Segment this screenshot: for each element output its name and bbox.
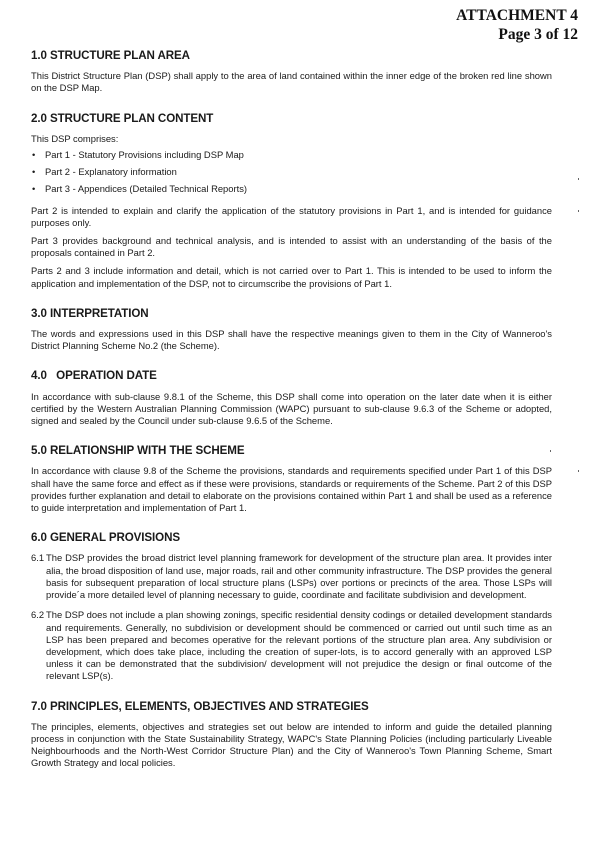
section-heading: 2.0 STRUCTURE PLAN CONTENT xyxy=(31,111,214,125)
list-item-text: Part 3 - Appendices (Detailed Technical Reports) xyxy=(45,183,248,195)
paragraph: Part 2 is intended to explain and clarify the application of the statutory provisions in Part 1, and is intended for guidance purposes only. xyxy=(31,204,552,228)
bullet-icon: • xyxy=(32,149,36,161)
section-interpretation xyxy=(31,308,552,353)
scan-speck xyxy=(578,470,579,472)
paragraph: In accordance with clause 9.8 of the Scheme the provisions, standards and requirements specified under Part 1 of this DSP shall have the same force and effect as if these were provisions, standards or requirements of the Scheme. Part 2 of this DSP provides further explanation and detail to elaborate on the provisions contained within Part 1 and shall be used as a reference to guide interpretation and implementation of Part 1. xyxy=(31,465,552,514)
clause-text: The DSP does not include a plan showing zonings, specific residential density codings or detailed development standards and requirements. Generally, no subdivision or development should be commenced or carried out until such time as an LSP has been prepared and becomes operative for the relevant portions of the structure plan area. Any subdivision or development, which does take place, including the creation of super-lots, is to accord generally with an approved LSP unless it can be demonstrated that the subdivision/ development will not prejudice the design or final outcome of the relevant LSP(s). xyxy=(46,609,552,682)
attachment-label: ATTACHMENT 4 xyxy=(456,7,578,24)
section-heading: 3.0 INTERPRETATION xyxy=(31,306,149,320)
list-item-text: Part 2 - Explanatory information xyxy=(45,166,177,178)
bullet-icon: • xyxy=(32,166,36,178)
section-structure-plan-area xyxy=(31,50,552,95)
bullet-icon: • xyxy=(32,183,36,195)
paragraph: The principles, elements, objectives and strategies set out below are intended to inform and guide the detailed planning process in conjunction with the State Sustainability Strategy, WAPC's State Planning Policies (including particularly Liveable Neighbourhoods and the North-West Corridor Structure Plan) and the City of Wanneroo's Town Planning Scheme, Smart Growth Strategy and local policies. xyxy=(31,720,552,769)
numbered-clause xyxy=(31,609,552,682)
list-item xyxy=(31,183,552,195)
section-relationship-with-scheme xyxy=(31,445,552,514)
paragraph: Part 3 provides background and technical analysis, and is intended to assist with an understanding of the basis of the proposals contained in Part 2. xyxy=(31,235,552,259)
page-number: Page 3 of 12 xyxy=(498,26,578,43)
clause-number: 6.2 xyxy=(31,609,45,621)
section-operation-date xyxy=(31,370,552,427)
section-heading: 4.0 OPERATION DATE xyxy=(31,369,157,383)
paragraph: This District Structure Plan (DSP) shall apply to the area of land contained within the inner edge of the broken red line shown on the DSP Map. xyxy=(31,70,552,94)
document-body xyxy=(31,50,552,788)
section-general-provisions xyxy=(31,532,552,682)
section-structure-plan-content xyxy=(31,113,552,290)
list-item xyxy=(31,166,552,178)
section-heading: 7.0 PRINCIPLES, ELEMENTS, OBJECTIVES AND STRATEGIES xyxy=(31,699,369,713)
clause-text: The DSP provides the broad district level planning framework for development of the structure plan area. It provides inter alia, the broad disposition of land use, major roads, rail and other community infrastructure. The DSP provides the general basis for subsequent preparation of local structure plans (LSPs) over portions or precincts of the area. Those LSPs will provide´a more detailed level of planning necessary to guide, coordinate and facilitate subdivision and development. xyxy=(46,552,552,601)
clause-number: 6.1 xyxy=(31,552,45,564)
section-principles xyxy=(31,701,552,770)
attachment-header xyxy=(456,6,578,44)
paragraph: This DSP comprises: xyxy=(31,132,119,144)
paragraph: In accordance with sub-clause 9.8.1 of the Scheme, this DSP shall come into operation on the later date when it is either certified by the Western Australian Planning Commission (WAPC) pursuant to sub-clause 9.6.3 of the Scheme or adopted, signed and sealed by the Council under sub-clause 9.6.5 of the Scheme. xyxy=(31,390,552,427)
list-item xyxy=(31,149,552,161)
numbered-clause xyxy=(31,552,552,601)
paragraph: Parts 2 and 3 include information and detail, which is not carried over to Part 1. This is intended to be used to inform the application and implementation of the DSP, not to circumscribe the provisions of Part 1. xyxy=(31,265,552,289)
section-heading: 5.0 RELATIONSHIP WITH THE SCHEME xyxy=(31,444,245,458)
section-heading: 1.0 STRUCTURE PLAN AREA xyxy=(31,49,190,62)
list-item-text: Part 1 - Statutory Provisions including DSP Map xyxy=(45,149,244,161)
paragraph: The words and expressions used in this DSP shall have the respective meanings given to them in the City of Wanneroo's District Planning Scheme No.2 (the Scheme). xyxy=(31,328,552,352)
scan-speck xyxy=(578,178,579,180)
parts-list xyxy=(31,149,552,196)
section-heading: 6.0 GENERAL PROVISIONS xyxy=(31,531,180,545)
scan-speck xyxy=(578,210,579,212)
